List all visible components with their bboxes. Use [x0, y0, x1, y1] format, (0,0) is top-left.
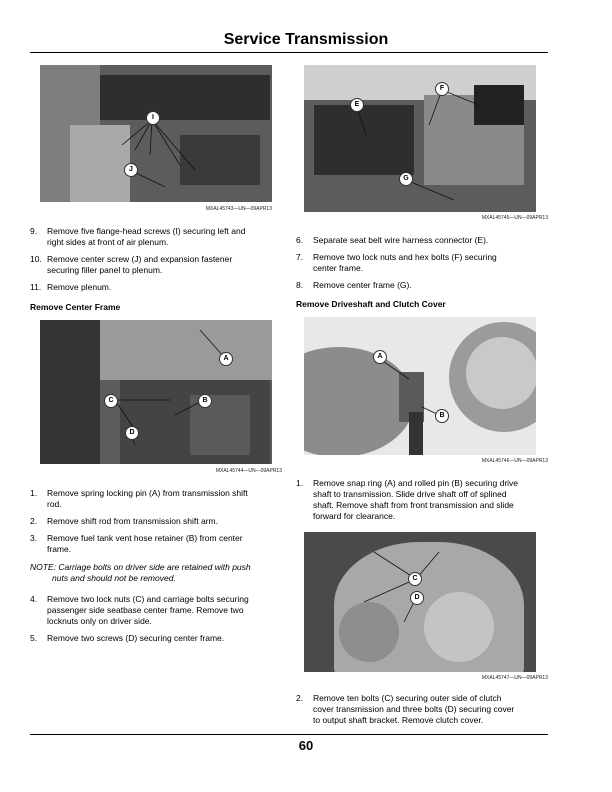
callout-I: I [146, 111, 160, 125]
callout-B: B [198, 394, 212, 408]
figure-2-caption: MXAL45745—UN—09APR13 [481, 215, 548, 221]
step-9: 9. Remove five flange-head screws (I) securing left and right sides at front of air plenum. [30, 226, 246, 247]
figure-5-photo [304, 532, 536, 672]
callout-D: D [410, 591, 424, 605]
step-8: 8. Remove center frame (G). [296, 280, 412, 290]
callout-D: D [125, 426, 139, 440]
step-2-driveshaft: 2. Remove ten bolts (C) securing outer side of clutch cover transmission and three bolts (D) securing cover to output shaft bracket. Remove clutch cover. [296, 693, 515, 725]
bottom-rule [30, 734, 548, 735]
step-2-center-frame: 2. Remove shift rod from transmission shift arm. [30, 516, 218, 526]
figure-2-photo [304, 65, 536, 212]
step-7: 7. Remove two lock nuts and hex bolts (F) securing center frame. [296, 252, 497, 273]
callout-B: B [435, 409, 449, 423]
page-title: Service Transmission [223, 31, 389, 48]
step-4-center-frame: 4. Remove two lock nuts (C) and carriage bolts securing passenger side seatbase center frame. Remove two locknuts only on driver side. [30, 594, 249, 626]
callout-A: A [219, 352, 233, 366]
figure-5-caption: MXAL45747—UN—09APR13 [481, 675, 548, 681]
figure-1-photo [40, 65, 272, 202]
top-rule [30, 52, 548, 53]
heading-remove-driveshaft: Remove Driveshaft and Clutch Cover [296, 299, 446, 309]
callout-F: F [435, 82, 449, 96]
callout-C: C [408, 572, 422, 586]
figure-3-caption: MXAL45744—UN—09APR13 [215, 468, 282, 474]
step-10: 10. Remove center screw (J) and expansion fastener securing filler panel to plenum. [30, 254, 233, 275]
figure-4-caption: MXAL45746—UN—09APR13 [481, 458, 548, 464]
callout-C: C [104, 394, 118, 408]
step-5-center-frame: 5. Remove two screws (D) securing center frame. [30, 633, 225, 643]
callout-E: E [350, 98, 364, 112]
step-11: 11. Remove plenum. [30, 282, 112, 292]
figure-4-photo [304, 317, 536, 455]
step-6: 6. Separate seat belt wire harness connector (E). [296, 235, 489, 245]
step-1-center-frame: 1. Remove spring locking pin (A) from transmission shift rod. [30, 488, 248, 509]
callout-G: G [399, 172, 413, 186]
page-number: 60 [298, 738, 314, 753]
heading-remove-center-frame: Remove Center Frame [30, 302, 121, 312]
step-1-driveshaft: 1. Remove snap ring (A) and rolled pin (B) securing drive shaft to transmission. Slide drive shaft off of splined shaft. Remove shaft from front transmission and slide forward for clearance. [296, 478, 519, 521]
callout-A: A [373, 350, 387, 364]
figure-1-caption: MXAL45743—UN—09APR13 [205, 206, 272, 212]
figure-3-photo [40, 320, 272, 464]
step-3-center-frame: 3. Remove fuel tank vent hose retainer (B) from center frame. [30, 533, 243, 554]
callout-J: J [124, 163, 138, 177]
note-carriage-bolts: NOTE: Carriage bolts on driver side are retained with push nuts and should not be removed. [30, 562, 251, 583]
